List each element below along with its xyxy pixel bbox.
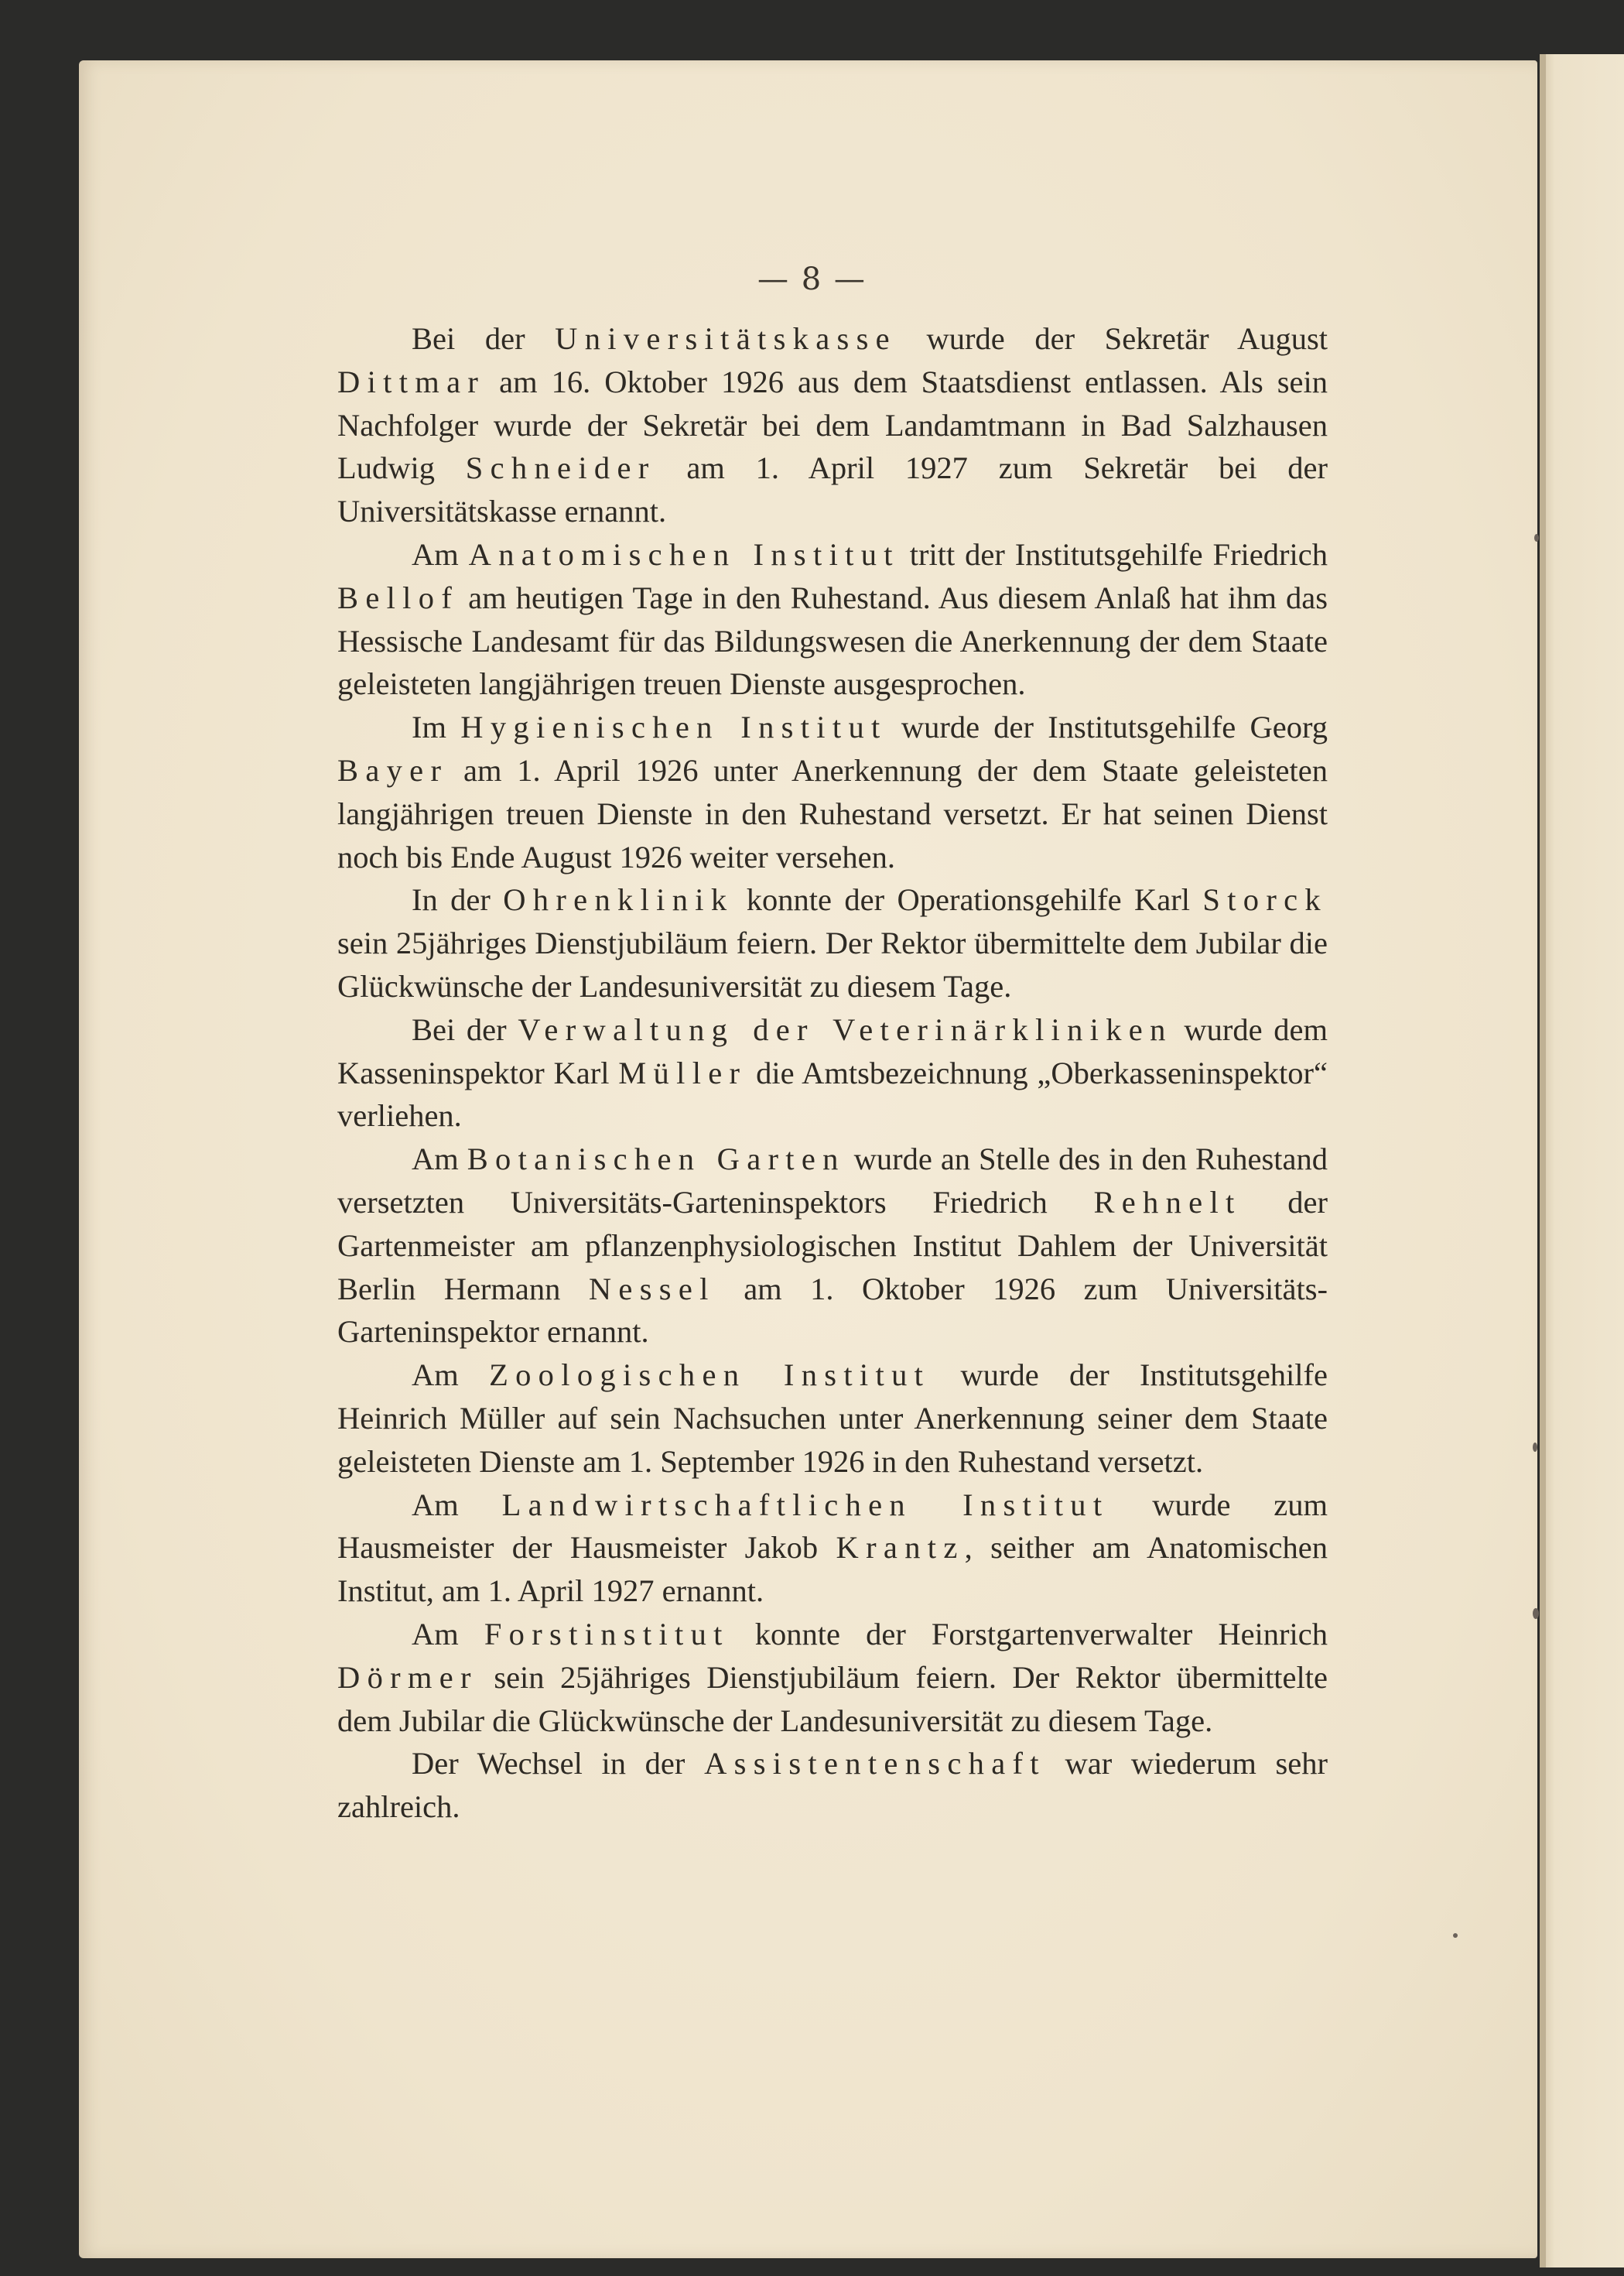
text-run: wurde der Institutsgehilfe Georg bbox=[887, 710, 1328, 745]
spaced-emphasis: Botanischen Garten bbox=[467, 1141, 846, 1177]
spaced-emphasis: Dörmer bbox=[337, 1659, 478, 1695]
text-run: tritt der Institutsgehilfe Friedrich bbox=[899, 536, 1328, 572]
text-run: Bei der bbox=[412, 1011, 518, 1047]
text-run: wurde zum Hausmeister der Hausmeister Jakob bbox=[337, 1487, 1328, 1566]
spaced-emphasis: Dittmar bbox=[337, 364, 486, 399]
margin-speck bbox=[1453, 1933, 1458, 1938]
text-run: der Gartenmeister am pflanzenphysiologischen Institut Dahlem der Universität Berlin Hermann bbox=[337, 1184, 1328, 1306]
text-run: am 1. Oktober 1926 zum Universitäts-Garteninspektor ernannt. bbox=[337, 1271, 1328, 1350]
paragraph bbox=[337, 1613, 1328, 1742]
page-number: — 8 — bbox=[757, 262, 867, 297]
body-text bbox=[337, 317, 1328, 1829]
text-run: , seither am Anatomischen Institut, am 1. April 1927 ernannt. bbox=[337, 1530, 1328, 1609]
text-run: wurde dem Kasseninspektor Karl bbox=[337, 1011, 1328, 1090]
margin-speck bbox=[1534, 534, 1539, 542]
paragraph bbox=[337, 878, 1328, 1008]
text-run: am 16. Oktober 1926 aus dem Staatsdienst entlassen. Als sein Nachfolger wurde der Sekretär bei dem Landamtmann in Bad Salzhausen Ludwig bbox=[337, 364, 1328, 486]
spaced-emphasis: Hygienischen Institut bbox=[460, 710, 887, 745]
text-run: Am bbox=[412, 1357, 490, 1393]
spaced-emphasis: Müller bbox=[618, 1055, 747, 1090]
margin-speck bbox=[1533, 1608, 1539, 1619]
text-run: Am bbox=[412, 1487, 502, 1522]
text-run: Bei der bbox=[412, 321, 556, 356]
next-page-edge bbox=[1540, 54, 1624, 2267]
spaced-emphasis: Landwirtschaftlichen Institut bbox=[501, 1487, 1109, 1522]
spaced-emphasis: Zoologischen Institut bbox=[489, 1357, 931, 1393]
spaced-emphasis: Ohrenklinik bbox=[503, 882, 734, 918]
text-run: sein 25jähriges Dienstjubiläum feiern. Der Rektor übermittelte dem Jubilar die Glückwünsche der Landesuniversität zu diesem Tage. bbox=[337, 926, 1328, 1004]
spaced-emphasis: Schneider bbox=[465, 450, 656, 486]
paragraph bbox=[337, 1008, 1328, 1138]
spaced-emphasis: Rehnelt bbox=[1093, 1184, 1242, 1220]
spaced-emphasis: Universitätskasse bbox=[555, 321, 897, 356]
spaced-emphasis: Bellof bbox=[337, 580, 460, 615]
paragraph bbox=[337, 1354, 1328, 1483]
text-run: wurde der Institutsgehilfe Heinrich Müller auf sein Nachsuchen unter Anerkennung seiner dem Staate geleisteten Dienste am 1. September 1926 in den Ruhestand versetzt. bbox=[337, 1357, 1328, 1479]
text-run: wurde der Sekretär August bbox=[896, 321, 1328, 356]
paragraph bbox=[337, 533, 1328, 706]
text-run: konnte der Operationsgehilfe Karl bbox=[733, 882, 1203, 918]
paragraph bbox=[337, 706, 1328, 878]
margin-speck bbox=[1533, 1443, 1537, 1452]
spaced-emphasis: Nessel bbox=[588, 1271, 716, 1306]
paragraph bbox=[337, 317, 1328, 533]
spaced-emphasis: Verwaltung der Veterinärkliniken bbox=[518, 1011, 1173, 1047]
text-run: die Amtsbezeichnung „Oberkasseninspektor“ verliehen. bbox=[337, 1055, 1328, 1134]
text-run: Am bbox=[412, 1616, 484, 1651]
text-run: am 1. April 1926 unter Anerkennung der dem Staate geleisteten langjährigen treuen Dienste in den Ruhestand versetzt. Er hat seinen Dienst noch bis Ende August 1926 weiter versehen. bbox=[337, 752, 1328, 874]
text-run: am 1. April 1927 zum Sekretär bei der Universitätskasse ernannt. bbox=[337, 450, 1328, 529]
paragraph bbox=[337, 1742, 1328, 1829]
spaced-emphasis: Storck bbox=[1202, 882, 1328, 918]
text-run: Am bbox=[412, 1141, 467, 1177]
paragraph bbox=[337, 1138, 1328, 1354]
page-fold bbox=[1540, 54, 1546, 2267]
paragraph bbox=[337, 1484, 1328, 1613]
text-run: sein 25jähriges Dienstjubiläum feiern. Der Rektor übermittelte dem Jubilar die Glückwünsche der Landesuniversität zu diesem Tage. bbox=[337, 1659, 1328, 1738]
text-run: In der bbox=[412, 882, 504, 918]
spaced-emphasis: Bayer bbox=[337, 752, 449, 788]
text-run: war wiederum sehr zahlreich. bbox=[337, 1746, 1328, 1825]
spaced-emphasis: Forstinstitut bbox=[484, 1616, 730, 1651]
text-run: Der Wechsel in der bbox=[412, 1746, 705, 1781]
text-run: Am bbox=[412, 536, 469, 572]
text-run: wurde an Stelle des in den Ruhestand versetzten Universitäts-Garteninspektors Friedrich bbox=[337, 1141, 1328, 1220]
text-run: am heutigen Tage in den Ruhestand. Aus diesem Anlaß hat ihm das Hessische Landesamt für das Bildungswesen die Anerkennung der dem Staate geleisteten langjährigen treuen Dienste ausgesprochen. bbox=[337, 580, 1328, 702]
text-run: Im bbox=[412, 710, 461, 745]
text-run: konnte der Forstgartenverwalter Heinrich bbox=[729, 1616, 1328, 1651]
spaced-emphasis: Assistentenschaft bbox=[704, 1746, 1046, 1781]
spaced-emphasis: Anatomischen Institut bbox=[468, 536, 900, 572]
spaced-emphasis: Krantz bbox=[836, 1530, 965, 1566]
